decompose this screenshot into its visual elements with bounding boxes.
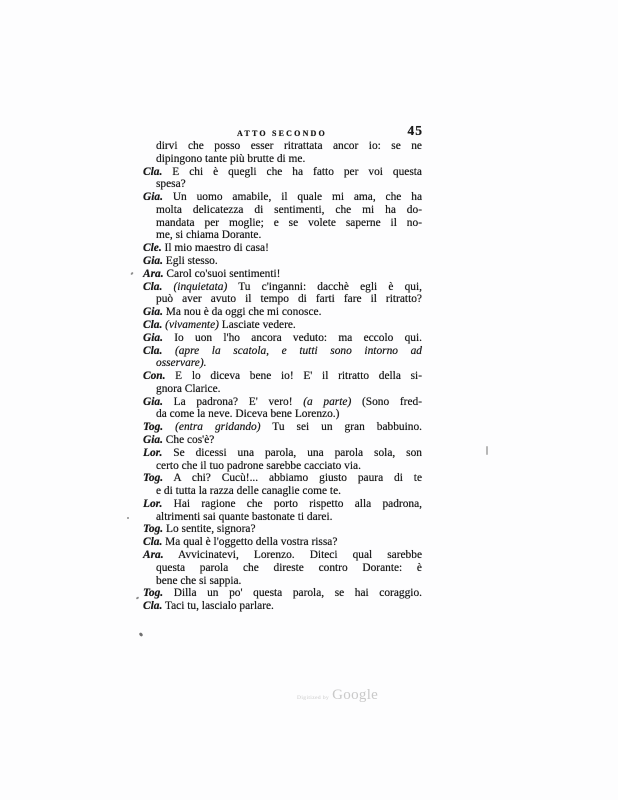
speaker-abbreviation: Cla. <box>143 165 163 178</box>
dialogue-text: dipingono tante più brutte di me. <box>156 152 306 165</box>
text-line <box>143 204 422 217</box>
text-line <box>143 242 422 255</box>
speaker-abbreviation: Gia. <box>143 395 163 408</box>
dialogue-text: Hai ragione che porto rispetto alla padrona, <box>162 497 422 510</box>
speaker-abbreviation: Tog. <box>143 421 164 434</box>
stage-direction: osservare). <box>156 357 207 370</box>
ink-speck <box>136 596 140 599</box>
dialogue-text: Il mio maestro di casa! <box>161 242 269 255</box>
dialogue-text: Se dicessi una parola, una parola sola, son <box>162 446 422 459</box>
text-line <box>143 306 422 319</box>
dialogue-text: Lasciate vedere. <box>218 318 296 331</box>
dialogue-text: E lo diceva bene io! E' il ritratto della si- <box>165 370 422 383</box>
speaker-abbreviation: Ara. <box>143 267 164 280</box>
dialogue-text: spesa? <box>156 178 186 191</box>
dialogue-text: Taci tu, lascialo parlare. <box>162 600 274 613</box>
speaker-abbreviation: Lor. <box>143 446 163 459</box>
running-title: ATTO SECONDO <box>237 129 327 138</box>
text-line <box>143 319 422 332</box>
text-line <box>143 332 422 345</box>
dialogue-text: (Sono fred- <box>351 395 422 408</box>
dialogue-text: La padrona? E' vero! <box>162 395 304 408</box>
text-line <box>143 562 422 575</box>
dialogue-text: Ma nou è da oggi che mi conosce. <box>162 306 322 319</box>
ink-speck <box>127 517 129 519</box>
text-line <box>143 600 422 613</box>
play-text <box>143 140 422 613</box>
dialogue-text: Dilla un po' questa parola, se hai coraggio. <box>163 587 422 600</box>
text-line <box>143 217 422 230</box>
text-line <box>143 396 422 409</box>
dialogue-text: molta delicatezza di sentimenti, che mi ha do- <box>156 203 422 216</box>
dialogue-text: e di tutta la razza delle canaglie come te. <box>156 485 341 498</box>
text-line <box>143 472 422 485</box>
text-line <box>143 460 422 473</box>
stage-direction: (vivamente) <box>165 318 219 331</box>
dialogue-text: Un uomo amabile, il quale mi ama, che ha <box>162 191 422 204</box>
dialogue-text: dirvi che posso esser ritrattata ancor io: se ne <box>156 140 422 152</box>
speaker-abbreviation: Cla. <box>143 344 163 357</box>
text-line <box>143 255 422 268</box>
dialogue-text: Avvicinatevi, Lorenzo. Diteci qual sarebbe <box>163 549 422 561</box>
dialogue-text: da come la neve. Diceva bene Lorenzo.) <box>156 408 340 421</box>
text-line <box>143 357 422 370</box>
text-line <box>143 549 422 562</box>
speaker-abbreviation: Gia. <box>143 433 163 446</box>
speaker-abbreviation: Con. <box>143 370 166 383</box>
speaker-abbreviation: Ara. <box>143 549 164 561</box>
text-line <box>143 166 422 179</box>
text-line <box>143 447 422 460</box>
speaker-abbreviation: Cla. <box>143 536 163 549</box>
speaker-abbreviation: Cla. <box>143 280 163 293</box>
text-line <box>143 498 422 511</box>
dialogue-text: altrimenti sai quante bastonate ti darei. <box>156 510 333 523</box>
text-line <box>143 281 422 294</box>
speaker-abbreviation: Cle. <box>143 242 162 255</box>
text-line <box>143 536 422 549</box>
speaker-abbreviation: Tog. <box>143 587 164 600</box>
google-logo: Google <box>332 687 379 703</box>
dialogue-text: mandata per moglie; e se volete saperne il no- <box>156 216 422 229</box>
stage-direction: (a parte) <box>303 395 352 408</box>
stage-direction: (apre la scatola, e tutti sono intorno ad <box>174 344 422 357</box>
speaker-abbreviation: Gia. <box>143 331 163 344</box>
dialogue-text: Che cos'è? <box>162 433 215 446</box>
dialogue-text <box>162 345 175 357</box>
text-line <box>143 523 422 536</box>
dialogue-text: Ma qual è l'oggetto della vostra rissa? <box>162 536 338 549</box>
speaker-abbreviation: Gia. <box>143 255 163 268</box>
text-line <box>143 511 422 524</box>
dialogue-text: gnora Clarice. <box>156 382 221 395</box>
watermark <box>297 687 378 704</box>
speaker-abbreviation: Tog. <box>143 523 164 536</box>
text-line <box>143 575 422 588</box>
watermark-prefix: Digitized by <box>297 695 330 701</box>
stage-direction: (entra gridando) <box>175 421 261 434</box>
text-line <box>143 587 422 600</box>
text-line <box>143 153 422 166</box>
text-line <box>143 370 422 383</box>
speaker-abbreviation: Cla. <box>143 600 163 613</box>
text-line <box>143 191 422 204</box>
text-line <box>143 421 422 434</box>
page-number: 45 <box>407 123 423 138</box>
speaker-abbreviation: Cla. <box>143 318 163 331</box>
text-line <box>143 434 422 447</box>
text-line <box>143 178 422 191</box>
text-line <box>143 140 422 153</box>
ink-speck <box>139 632 144 637</box>
speaker-abbreviation: Gia. <box>143 191 163 204</box>
text-line <box>143 485 422 498</box>
ink-speck <box>486 446 488 455</box>
text-line <box>143 229 422 242</box>
dialogue-text: Egli stesso. <box>162 255 218 268</box>
dialogue-text: E chi è quegli che ha fatto per voi questa <box>162 165 422 178</box>
dialogue-text: Carol co'suoi sentimenti! <box>163 267 281 280</box>
dialogue-text: questa parola che direste contro Dorante: è <box>156 561 422 574</box>
dialogue-text <box>162 281 173 293</box>
text-line <box>143 345 422 358</box>
dialogue-text <box>163 421 175 433</box>
speaker-abbreviation: Lor. <box>143 497 163 510</box>
dialogue-text: certo che il tuo padrone sarebbe cacciato via. <box>156 459 361 472</box>
dialogue-text: bene che si sappia. <box>156 574 242 587</box>
stage-direction: (inquietata) <box>173 280 228 293</box>
page-header <box>143 123 421 140</box>
dialogue-text: me, si chiama Dorante. <box>156 229 262 242</box>
text-line <box>143 268 422 281</box>
dialogue-text: Lo sentite, signora? <box>163 523 256 536</box>
dialogue-text: Tu sei un gran babbuino. <box>260 421 422 434</box>
dialogue-text: può aver avuto il tempo di farti fare il ritratto? <box>156 293 422 306</box>
speaker-abbreviation: Tog. <box>143 472 164 485</box>
dialogue-text: Io uon l'ho ancora veduto: ma eccolo qui. <box>162 331 422 344</box>
text-line <box>143 383 422 396</box>
dialogue-text: Tu c'inganni: dacchè egli è qui, <box>227 280 422 293</box>
text-line <box>143 293 422 306</box>
dialogue-text: A chi? Cucù!... abbiamo giusto paura di te <box>163 472 422 485</box>
speaker-abbreviation: Gia. <box>143 306 163 319</box>
text-line <box>143 408 422 421</box>
ink-speck <box>130 272 133 276</box>
